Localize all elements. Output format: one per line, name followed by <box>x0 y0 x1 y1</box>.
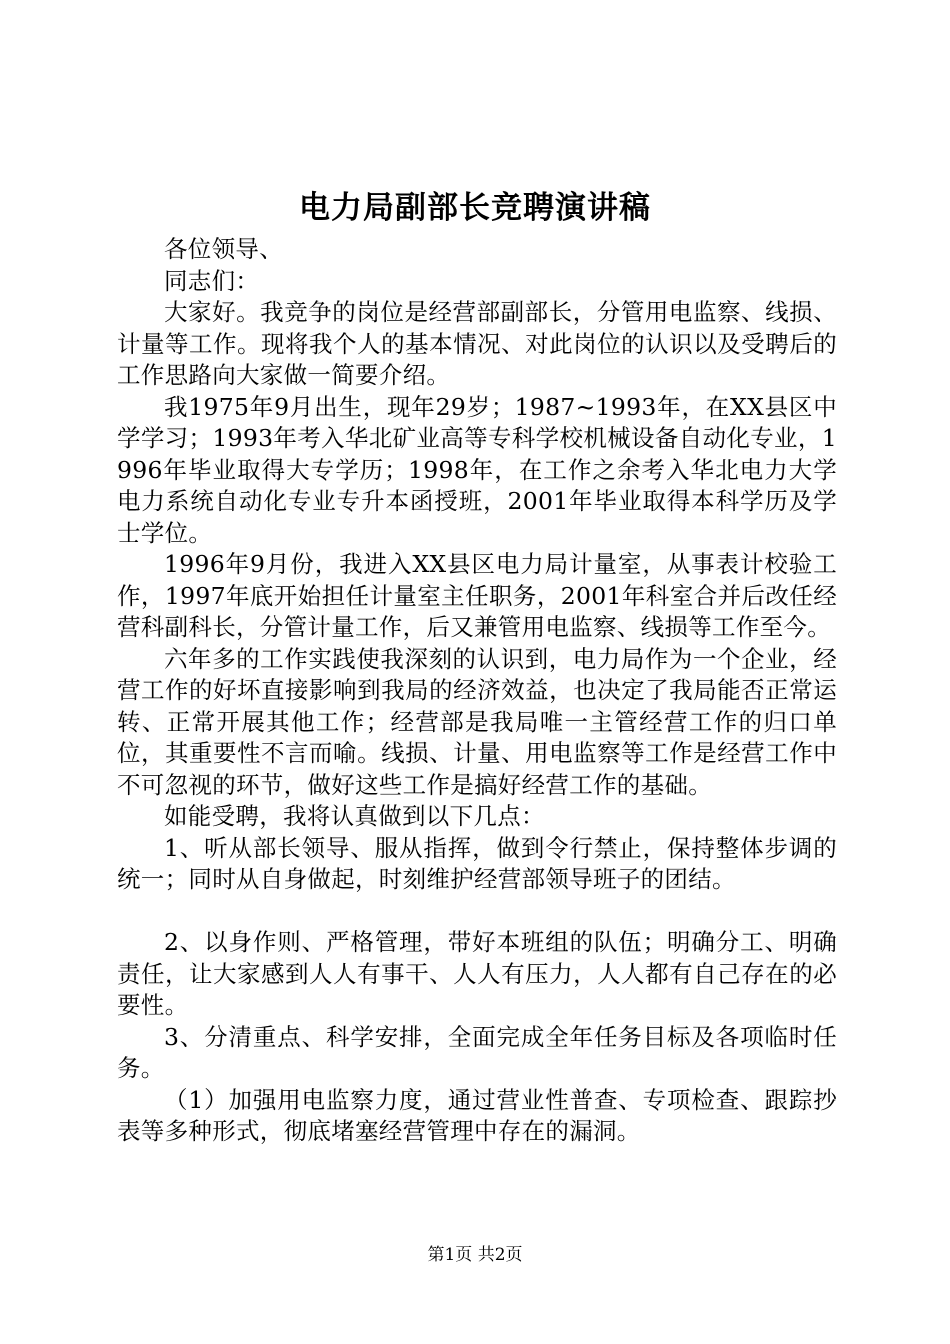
paragraph-understanding: 六年多的工作实践使我深刻的认识到，电力局作为一个企业，经营工作的好坏直接影响到我局的经济效益，也决定了我局能否正常运转、正常开展其他工作；经营部是我局唯一主管经营工作的归口单位，其重要性不言而喻。线损、计量、用电监察等工作是经营工作中不可忽视的环节，做好这些工作是搞好经营工作的基础。 <box>117 644 837 799</box>
paragraph-point-3: 3、分清重点、科学安排，全面完成全年任务目标及各项临时任务。 <box>117 1022 837 1082</box>
document-body <box>117 234 837 1148</box>
paragraph-work-history: 1996年9月份，我进入XX县区电力局计量室，从事表计校验工作，1997年底开始担任计量室主任职务，2001年科室合并后改任经营科副科长，分管计量工作，后又兼管用电监察、线损等工作至今。 <box>117 550 837 641</box>
document-title: 电力局副部长竞聘演讲稿 <box>299 190 651 226</box>
salutation-comrades: 同志们： <box>164 266 260 295</box>
paragraph-point-2: 2、以身作则、严格管理，带好本班组的队伍；明确分工、明确责任，让大家感到人人有事干、人人有压力，人人都有自己存在的必要性。 <box>117 928 837 1019</box>
paragraph-introduction: 大家好。我竞争的岗位是经营部副部长，分管用电监察、线损、计量等工作。现将我个人的基本情况、对此岗位的认识以及受聘后的工作思路向大家做一简要介绍。 <box>117 298 837 389</box>
paragraph-point-1: 1、听从部长领导、服从指挥，做到令行禁止，保持整体步调的统一；同时从自身做起，时刻维护经营部领导班子的团结。 <box>117 833 837 893</box>
paragraph-subpoint-1: （1）加强用电监察力度，通过营业性普查、专项检查、跟踪抄表等多种形式，彻底堵塞经营管理中存在的漏洞。 <box>117 1085 837 1145</box>
salutation-leaders: 各位领导、 <box>164 235 283 263</box>
page-number-footer: 第1页 共2页 <box>427 1245 523 1265</box>
paragraph-education: 我1975年9月出生，现年29岁；1987~1993年，在XX县区中学学习；1993年考入华北矿业高等专科学校机械设备自动化专业，1996年毕业取得大专学历；1998年，在工作之余考入华北电力大学电力系统自动化专业专升本函授班，2001年毕业取得本科学历及学士学位。 <box>117 392 837 547</box>
paragraph-commitment-intro: 如能受聘，我将认真做到以下几点： <box>164 802 545 830</box>
